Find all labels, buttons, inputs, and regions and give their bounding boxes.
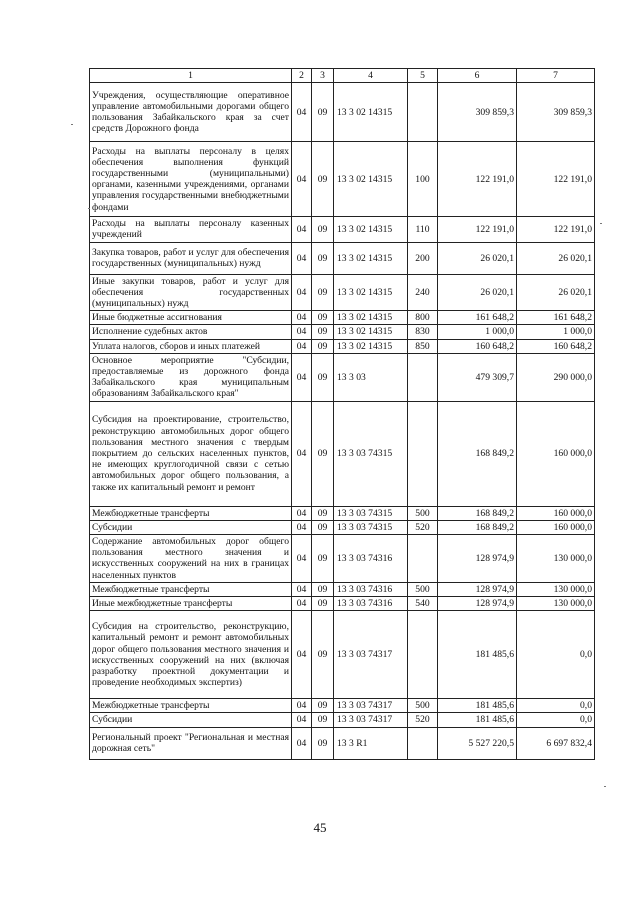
row-name: Расходы на выплаты персоналу в целях обеспечения выполнения функций государственными (муниципальными) органами, казенными учреждениями, органами управления государственными внебюджетными фондами	[90, 142, 292, 217]
table-row	[90, 699, 595, 713]
row-amount-col6: 161 648,2	[438, 311, 517, 325]
row-amount-col6: 181 485,6	[438, 611, 517, 699]
scan-speck	[88, 208, 90, 209]
row-expense-type: 100	[408, 142, 438, 217]
row-section: 04	[292, 611, 312, 699]
row-amount-col7: 0,0	[517, 611, 595, 699]
table-row	[90, 401, 595, 506]
row-section: 04	[292, 274, 312, 311]
row-section: 04	[292, 727, 312, 759]
row-section: 04	[292, 83, 312, 142]
row-expense-type: 830	[408, 325, 438, 339]
row-amount-col6: 479 309,7	[438, 353, 517, 401]
row-subsection: 09	[312, 535, 334, 583]
budget-table	[89, 68, 595, 760]
row-subsection: 09	[312, 311, 334, 325]
row-amount-col6: 122 191,0	[438, 217, 517, 242]
row-amount-col6: 128 974,9	[438, 597, 517, 611]
row-target-article: 13 3 02 14315	[334, 83, 408, 142]
table-row	[90, 597, 595, 611]
row-target-article: 13 3 03 74316	[334, 582, 408, 596]
header-col-2: 2	[292, 69, 312, 83]
table-row	[90, 611, 595, 699]
row-target-article: 13 3 02 14315	[334, 274, 408, 311]
row-target-article: 13 3 02 14315	[334, 339, 408, 353]
row-target-article: 13 3 02 14315	[334, 242, 408, 274]
row-name: Основное мероприятие "Субсидии, предоставляемые из дорожного фонда Забайкальского края муниципальным образованиям Забайкальского края"	[90, 353, 292, 401]
row-target-article: 13 3 02 14315	[334, 217, 408, 242]
row-target-article: 13 3 03 74315	[334, 401, 408, 506]
row-amount-col6: 122 191,0	[438, 142, 517, 217]
row-amount-col7: 130 000,0	[517, 582, 595, 596]
table-row	[90, 325, 595, 339]
row-target-article: 13 3 03 74315	[334, 506, 408, 520]
row-expense-type	[408, 353, 438, 401]
row-name: Учреждения, осуществляющие оперативное управление автомобильными дорогами общего пользования Забайкальского края за счет средств Дорожного фонда	[90, 83, 292, 142]
row-amount-col6: 160 648,2	[438, 339, 517, 353]
header-col-1: 1	[90, 69, 292, 83]
row-subsection: 09	[312, 611, 334, 699]
row-subsection: 09	[312, 83, 334, 142]
row-section: 04	[292, 353, 312, 401]
row-subsection: 09	[312, 597, 334, 611]
row-expense-type: 520	[408, 713, 438, 727]
row-amount-col6: 168 849,2	[438, 506, 517, 520]
header-row	[90, 69, 595, 83]
row-section: 04	[292, 713, 312, 727]
row-expense-type: 540	[408, 597, 438, 611]
row-name: Субсидии	[90, 713, 292, 727]
row-amount-col7: 6 697 832,4	[517, 727, 595, 759]
header-col-7: 7	[517, 69, 595, 83]
row-expense-type	[408, 401, 438, 506]
scan-speck	[71, 124, 73, 125]
row-target-article: 13 3 03 74316	[334, 535, 408, 583]
row-amount-col7: 122 191,0	[517, 142, 595, 217]
row-expense-type: 800	[408, 311, 438, 325]
row-target-article: 13 3 03	[334, 353, 408, 401]
row-amount-col7: 290 000,0	[517, 353, 595, 401]
row-name: Закупка товаров, работ и услуг для обеспечения государственных (муниципальных) нужд	[90, 242, 292, 274]
row-expense-type: 500	[408, 582, 438, 596]
row-section: 04	[292, 325, 312, 339]
row-name: Субсидии	[90, 520, 292, 534]
row-name: Межбюджетные трансферты	[90, 699, 292, 713]
row-expense-type	[408, 727, 438, 759]
table-row	[90, 83, 595, 142]
table-row	[90, 242, 595, 274]
row-subsection: 09	[312, 713, 334, 727]
row-subsection: 09	[312, 727, 334, 759]
row-name: Иные бюджетные ассигнования	[90, 311, 292, 325]
row-section: 04	[292, 506, 312, 520]
row-section: 04	[292, 142, 312, 217]
row-name: Расходы на выплаты персоналу казенных учреждений	[90, 217, 292, 242]
row-name: Межбюджетные трансферты	[90, 582, 292, 596]
row-section: 04	[292, 401, 312, 506]
row-subsection: 09	[312, 217, 334, 242]
row-expense-type: 520	[408, 520, 438, 534]
row-amount-col7: 309 859,3	[517, 83, 595, 142]
row-amount-col6: 5 527 220,5	[438, 727, 517, 759]
table-row	[90, 520, 595, 534]
row-subsection: 09	[312, 242, 334, 274]
table-row	[90, 506, 595, 520]
row-section: 04	[292, 311, 312, 325]
row-section: 04	[292, 597, 312, 611]
row-section: 04	[292, 520, 312, 534]
row-section: 04	[292, 217, 312, 242]
row-amount-col6: 168 849,2	[438, 520, 517, 534]
row-expense-type	[408, 83, 438, 142]
row-subsection: 09	[312, 699, 334, 713]
row-amount-col6: 26 020,1	[438, 242, 517, 274]
row-name: Межбюджетные трансферты	[90, 506, 292, 520]
table-row	[90, 217, 595, 242]
row-subsection: 09	[312, 274, 334, 311]
table-row	[90, 713, 595, 727]
row-section: 04	[292, 242, 312, 274]
header-col-3: 3	[312, 69, 334, 83]
row-amount-col7: 160 648,2	[517, 339, 595, 353]
row-subsection: 09	[312, 353, 334, 401]
row-amount-col7: 1 000,0	[517, 325, 595, 339]
row-amount-col7: 130 000,0	[517, 535, 595, 583]
row-expense-type: 110	[408, 217, 438, 242]
row-target-article: 13 3 02 14315	[334, 142, 408, 217]
row-target-article: 13 3 03 74316	[334, 597, 408, 611]
row-subsection: 09	[312, 520, 334, 534]
table-row	[90, 311, 595, 325]
row-subsection: 09	[312, 339, 334, 353]
row-amount-col6: 309 859,3	[438, 83, 517, 142]
row-name: Субсидия на проектирование, строительство, реконструкцию автомобильных дорог общего пользования местного значения с твердым покрытием до сельских населенных пунктов, не имеющих круглогодичной связи с сетью автомобильных дорог общего пользования, а также их капитальный ремонт и ремонт	[90, 401, 292, 506]
row-target-article: 13 3 03 74315	[334, 520, 408, 534]
table-row	[90, 142, 595, 217]
header-col-5: 5	[408, 69, 438, 83]
table-row	[90, 274, 595, 311]
row-name: Субсидия на строительство, реконструкцию, капитальный ремонт и ремонт автомобильных дорог общего пользования местного значения и искусственных сооружений на них (включая разработку проектной документации и проведение необходимых экспертиз)	[90, 611, 292, 699]
scan-speck	[600, 223, 602, 224]
row-target-article: 13 3 R1	[334, 727, 408, 759]
header-col-6: 6	[438, 69, 517, 83]
page-number: 45	[313, 820, 327, 835]
row-amount-col7: 160 000,0	[517, 520, 595, 534]
row-amount-col7: 26 020,1	[517, 274, 595, 311]
row-amount-col6: 128 974,9	[438, 535, 517, 583]
row-amount-col6: 181 485,6	[438, 699, 517, 713]
row-name: Иные закупки товаров, работ и услуг для обеспечения государственных (муниципальных) нужд	[90, 274, 292, 311]
row-section: 04	[292, 582, 312, 596]
row-amount-col7: 130 000,0	[517, 597, 595, 611]
row-expense-type	[408, 535, 438, 583]
row-subsection: 09	[312, 401, 334, 506]
row-name: Региональный проект "Региональная и местная дорожная сеть"	[90, 727, 292, 759]
row-amount-col7: 122 191,0	[517, 217, 595, 242]
row-name: Содержание автомобильных дорог общего пользования местного значения и искусственных сооружений на них в границах населенных пунктов	[90, 535, 292, 583]
table-row	[90, 339, 595, 353]
row-name: Уплата налогов, сборов и иных платежей	[90, 339, 292, 353]
row-target-article: 13 3 02 14315	[334, 325, 408, 339]
row-amount-col7: 160 000,0	[517, 401, 595, 506]
row-expense-type: 500	[408, 699, 438, 713]
row-section: 04	[292, 535, 312, 583]
row-section: 04	[292, 339, 312, 353]
row-expense-type	[408, 611, 438, 699]
row-expense-type: 850	[408, 339, 438, 353]
row-target-article: 13 3 03 74317	[334, 699, 408, 713]
row-amount-col7: 161 648,2	[517, 311, 595, 325]
row-expense-type: 500	[408, 506, 438, 520]
scan-speck	[604, 786, 606, 787]
row-amount-col7: 0,0	[517, 699, 595, 713]
row-name: Иные межбюджетные трансферты	[90, 597, 292, 611]
row-subsection: 09	[312, 506, 334, 520]
row-subsection: 09	[312, 325, 334, 339]
row-amount-col6: 168 849,2	[438, 401, 517, 506]
row-subsection: 09	[312, 582, 334, 596]
row-amount-col6: 128 974,9	[438, 582, 517, 596]
header-col-4: 4	[334, 69, 408, 83]
row-amount-col7: 160 000,0	[517, 506, 595, 520]
row-amount-col6: 181 485,6	[438, 713, 517, 727]
row-name: Исполнение судебных актов	[90, 325, 292, 339]
row-target-article: 13 3 02 14315	[334, 311, 408, 325]
row-amount-col6: 1 000,0	[438, 325, 517, 339]
row-amount-col7: 0,0	[517, 713, 595, 727]
table-row	[90, 535, 595, 583]
table-row	[90, 582, 595, 596]
row-subsection: 09	[312, 142, 334, 217]
row-section: 04	[292, 699, 312, 713]
row-target-article: 13 3 03 74317	[334, 611, 408, 699]
row-amount-col6: 26 020,1	[438, 274, 517, 311]
row-expense-type: 200	[408, 242, 438, 274]
table-row	[90, 353, 595, 401]
row-expense-type: 240	[408, 274, 438, 311]
row-amount-col7: 26 020,1	[517, 242, 595, 274]
table-row	[90, 727, 595, 759]
row-target-article: 13 3 03 74317	[334, 713, 408, 727]
